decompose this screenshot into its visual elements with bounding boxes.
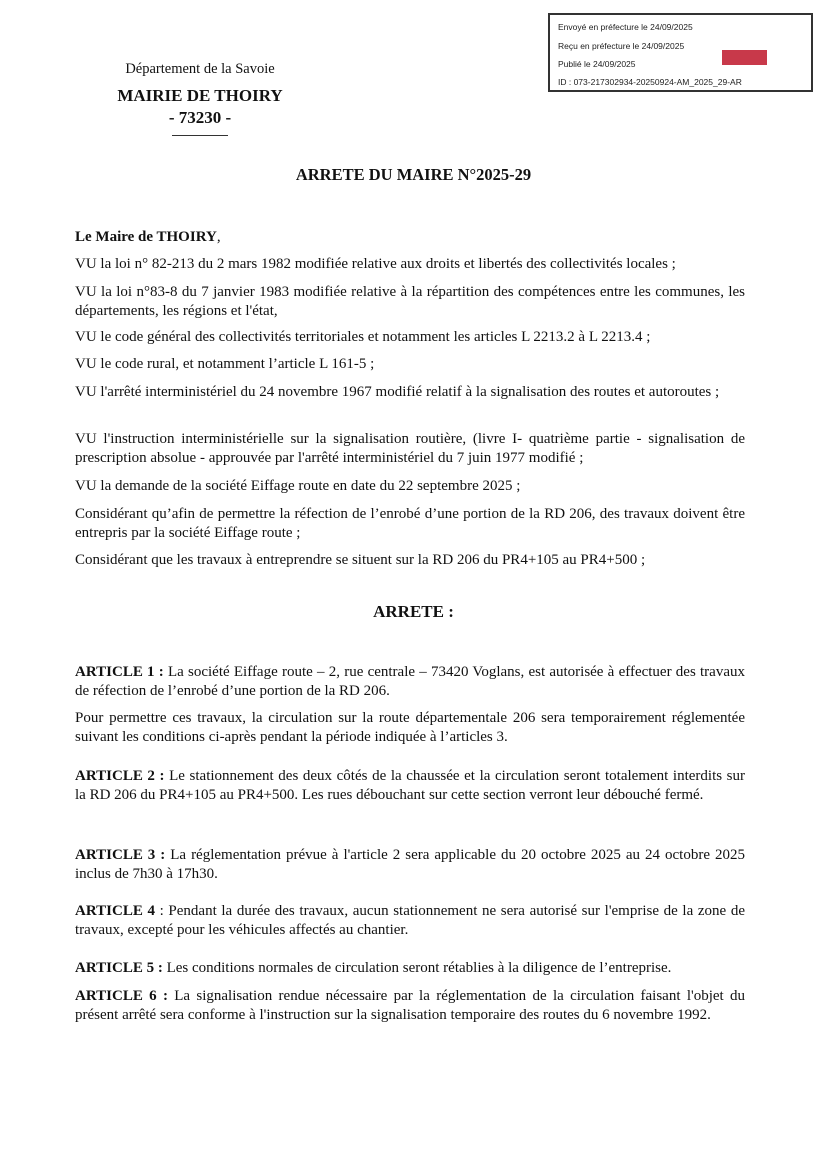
consideration: VU la demande de la société Eiffage route en date du 22 septembre 2025 ;: [75, 478, 521, 494]
consideration: Considérant que les travaux à entreprendre se situent sur la RD 206 du PR4+105 au PR4+500 ;: [75, 552, 646, 568]
article-1: ARTICLE 1 : La société Eiffage route – 2, rue centrale – 73420 Voglans, est autorisée à effectuer des travaux de réfection de l’enrobé d’une portion de la RD 206.: [75, 664, 745, 699]
stamp-published: Publié le 24/09/2025: [558, 59, 636, 69]
berger-levrault-logo: [722, 50, 767, 65]
article-1-paragraph: Pour permettre ces travaux, la circulation sur la route départementale 206 sera temporairement réglementée suivant les conditions ci-après pendant la période indiquée à l’articles 3.: [75, 710, 745, 745]
stamp-sent: Envoyé en préfecture le 24/09/2025: [558, 22, 693, 32]
department: Département de la Savoie: [125, 61, 275, 77]
arrete-heading: ARRETE :: [373, 602, 454, 621]
header-divider: [172, 135, 228, 136]
stamp-received: Reçu en préfecture le 24/09/2025: [558, 41, 685, 51]
intro: Le Maire de THOIRY,: [75, 229, 221, 245]
postcode: - 73230 -: [168, 108, 232, 127]
consideration: VU le code rural, et notamment l’article L 161-5 ;: [75, 356, 375, 372]
article-2: ARTICLE 2 : Le stationnement des deux côtés de la chaussée et la circulation seront totalement interdits sur la RD 206 du PR4+105 au PR4+500. Les rues débouchant sur cette section verront leur débouché fermé.: [75, 768, 745, 803]
article-4: ARTICLE 4 : Pendant la durée des travaux, aucun stationnement ne sera autorisé sur l'emprise de la zone de travaux, excepté pour les véhicules affectés au chantier.: [75, 903, 746, 938]
consideration: VU la loi n°83-8 du 7 janvier 1983 modifiée relative à la répartition des compétences entre les communes, les départements, les régions et l'état,: [75, 284, 745, 319]
mairie-name: MAIRIE DE THOIRY: [117, 86, 283, 105]
consideration: VU le code général des collectivités territoriales et notamment les articles L 2213.2 à L 2213.4 ;: [75, 329, 651, 345]
consideration: VU l'arrêté interministériel du 24 novembre 1967 modifié relatif à la signalisation des routes et autoroutes ;: [75, 384, 720, 400]
document-title: ARRETE DU MAIRE N°2025-29: [295, 165, 532, 184]
consideration: VU la loi n° 82-213 du 2 mars 1982 modifiée relative aux droits et libertés des collectivités locales ;: [75, 256, 676, 272]
consideration: Considérant qu’afin de permettre la réfection de l’enrobé d’une portion de la RD 206, des travaux doivent être entrepris par la société Eiffage route ;: [75, 506, 745, 541]
stamp-id: ID : 073-217302934-20250924-AM_2025_29-AR: [558, 77, 742, 87]
article-5: ARTICLE 5 : Les conditions normales de circulation seront rétablies à la diligence de l’entreprise.: [75, 960, 672, 976]
consideration: VU l'instruction interministérielle sur la signalisation routière, (livre I- quatrième partie - signalisation de prescription absolue - approuvée par l'arrêté interministériel du 7 juin 1977 modifié ;: [75, 431, 745, 466]
article-3: ARTICLE 3 : La réglementation prévue à l'article 2 sera applicable du 20 octobre 2025 au 24 octobre 2025 inclus de 7h30 à 17h30.: [75, 847, 745, 882]
article-6: ARTICLE 6 : La signalisation rendue nécessaire par la réglementation de la circulation faisant l'objet du présent arrêté sera conforme à l'instruction sur la signalisation temporaire des routes du 6 novembre 1992.: [75, 988, 745, 1023]
prefecture-stamp: [548, 13, 813, 92]
